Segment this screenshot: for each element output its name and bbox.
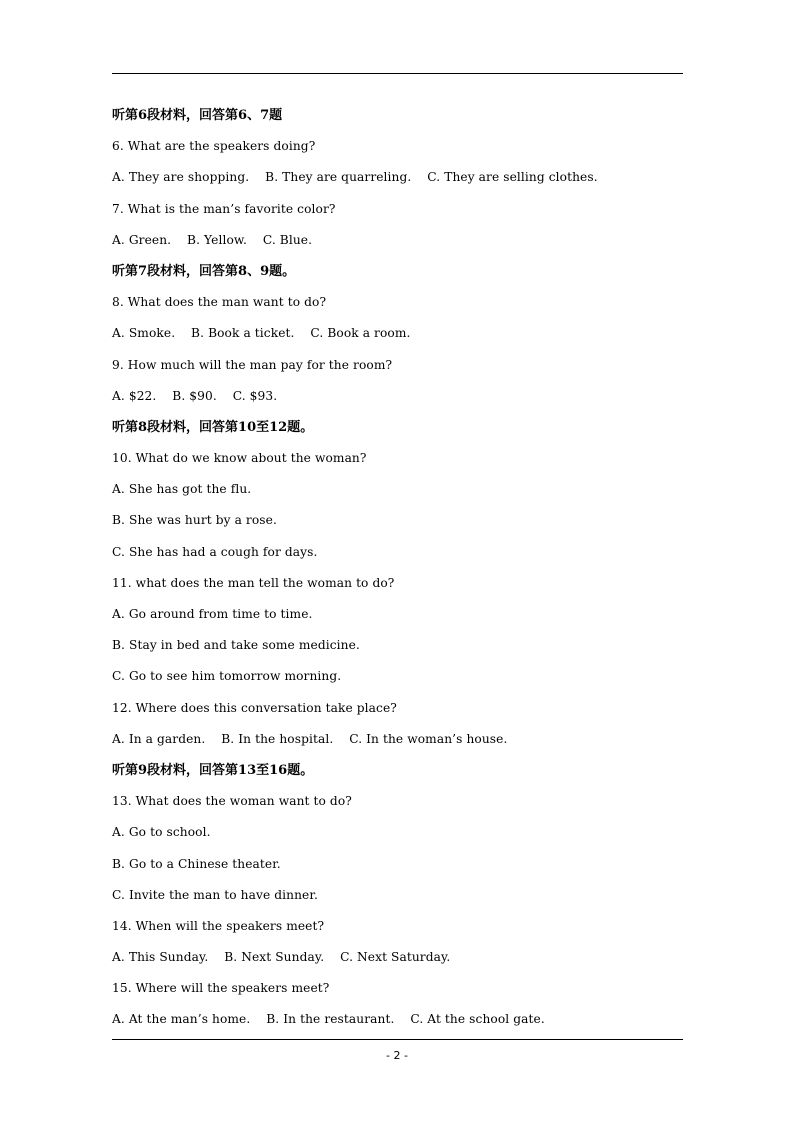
header-rule xyxy=(112,73,683,74)
question-12-options: A. In a garden. B. In the hospital. C. In the woman’s house. xyxy=(112,731,508,746)
section-heading: 听第9段材料，回答第13至16题。 xyxy=(112,762,314,778)
question-7-options: A. Green. B. Yellow. C. Blue. xyxy=(112,232,313,247)
question-11: 11. what does the man tell the woman to do? xyxy=(112,575,395,590)
page-number: - 2 - xyxy=(386,1049,408,1062)
question-8-options: A. Smoke. B. Book a ticket. C. Book a room. xyxy=(112,326,411,341)
question-13-option-b: B. Go to a Chinese theater. xyxy=(112,856,281,871)
question-15: 15. Where will the speakers meet? xyxy=(112,981,330,996)
question-11-option-a: A. Go around from time to time. xyxy=(112,607,313,621)
question-9: 9. How much will the man pay for the room? xyxy=(112,357,393,372)
question-13: 13. What does the woman want to do? xyxy=(112,794,352,809)
question-14-options: A. This Sunday. B. Next Sunday. C. Next Saturday. xyxy=(112,950,451,965)
question-8: 8. What does the man want to do? xyxy=(112,295,327,310)
question-6-options: A. They are shopping. B. They are quarreling. C. They are selling clothes. xyxy=(112,170,598,185)
question-14: 14. When will the speakers meet? xyxy=(112,918,325,933)
section-heading: 听第8段材料，回答第10至12题。 xyxy=(112,419,314,435)
question-10-option-c: C. She has had a cough for days. xyxy=(112,544,318,559)
question-9-options: A. $22. B. $90. C. $93. xyxy=(112,388,278,403)
question-7: 7. What is the man’s favorite color? xyxy=(112,201,336,216)
question-10-option-a: A. She has got the flu. xyxy=(112,482,252,497)
question-10: 10. What do we know about the woman? xyxy=(112,451,367,466)
question-11-option-b: B. Stay in bed and take some medicine. xyxy=(112,638,360,653)
section-heading: 听第7段材料，回答第8、9题。 xyxy=(112,263,296,279)
question-13-option-a: A. Go to school. xyxy=(112,825,211,840)
question-6: 6. What are the speakers doing? xyxy=(112,139,316,154)
question-10-option-b: B. She was hurt by a rose. xyxy=(112,513,277,528)
page-content xyxy=(112,100,692,1036)
question-13-option-c: C. Invite the man to have dinner. xyxy=(112,887,318,902)
section-heading: 听第6段材料，回答第6、7题 xyxy=(112,108,283,123)
footer-rule xyxy=(112,1039,683,1040)
question-15-options: A. At the man’s home. B. In the restaurant. C. At the school gate. xyxy=(112,1012,545,1027)
question-12: 12. Where does this conversation take place? xyxy=(112,700,397,715)
question-11-option-c: C. Go to see him tomorrow morning. xyxy=(112,669,342,684)
